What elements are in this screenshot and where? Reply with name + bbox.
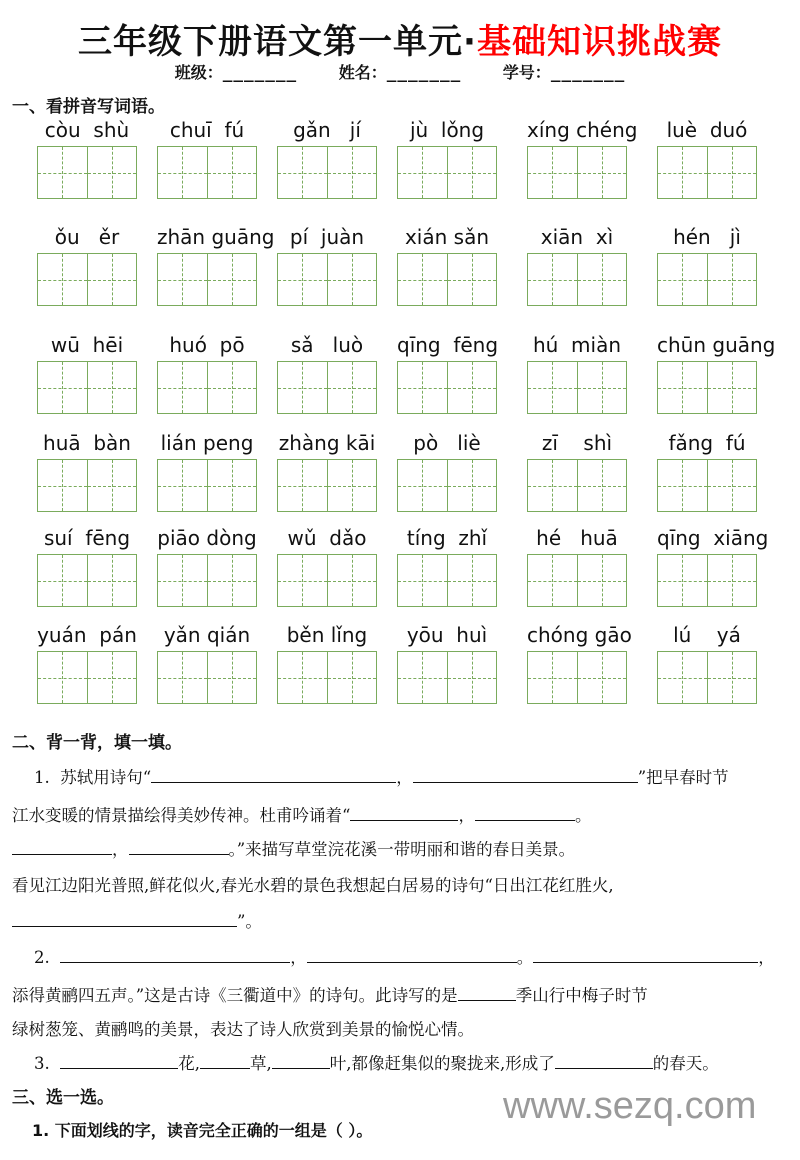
tianzige-writing-box[interactable] bbox=[657, 554, 757, 607]
tianzige-writing-box[interactable] bbox=[157, 459, 257, 512]
q1-line2: 江水变暖的情景描绘得美妙传神。杜甫吟诵着“ ， 。 bbox=[12, 806, 592, 825]
answer-blank[interactable] bbox=[533, 946, 758, 963]
character-square[interactable] bbox=[207, 460, 257, 511]
character-square[interactable] bbox=[158, 555, 207, 606]
character-square[interactable] bbox=[38, 147, 87, 198]
tianzige-writing-box[interactable] bbox=[277, 253, 377, 306]
pinyin-label: lú yá bbox=[673, 623, 741, 647]
pinyin-label: běn lǐng bbox=[286, 623, 368, 647]
character-square[interactable] bbox=[158, 652, 207, 703]
pinyin-label: xiān xì bbox=[540, 225, 614, 249]
watermark: www.sezq.com bbox=[503, 1085, 757, 1127]
pinyin-label: zhān guāng bbox=[157, 225, 275, 249]
character-square[interactable] bbox=[38, 460, 87, 511]
tianzige-writing-box[interactable] bbox=[277, 146, 377, 199]
answer-blank[interactable] bbox=[200, 1052, 250, 1069]
character-square[interactable] bbox=[398, 147, 447, 198]
character-square[interactable] bbox=[327, 460, 377, 511]
character-square[interactable] bbox=[447, 460, 497, 511]
tianzige-writing-box[interactable] bbox=[527, 459, 627, 512]
tianzige-writing-box[interactable] bbox=[527, 253, 627, 306]
pinyin-label: gǎn jí bbox=[293, 118, 361, 142]
pinyin-label: piāo dòng bbox=[157, 526, 257, 550]
pinyin-label: huó pō bbox=[169, 333, 245, 357]
pinyin-label: ǒu ěr bbox=[54, 225, 120, 249]
character-square[interactable] bbox=[38, 362, 87, 413]
character-square[interactable] bbox=[398, 652, 447, 703]
answer-blank[interactable] bbox=[151, 766, 396, 783]
character-square[interactable] bbox=[278, 147, 327, 198]
character-square[interactable] bbox=[278, 254, 327, 305]
pinyin-label: jù lǒng bbox=[409, 118, 485, 142]
tianzige-writing-box[interactable] bbox=[37, 253, 137, 306]
character-square[interactable] bbox=[327, 652, 377, 703]
character-square[interactable] bbox=[327, 254, 377, 305]
character-square[interactable] bbox=[38, 555, 87, 606]
character-square[interactable] bbox=[278, 652, 327, 703]
tianzige-writing-box[interactable] bbox=[527, 651, 627, 704]
pinyin-label: hé huā bbox=[536, 526, 618, 550]
character-square[interactable] bbox=[528, 254, 577, 305]
pinyin-label: zhàng kāi bbox=[278, 431, 376, 455]
q1-line5: ”。 bbox=[12, 908, 797, 932]
character-square[interactable] bbox=[398, 460, 447, 511]
character-square[interactable] bbox=[658, 362, 707, 413]
pinyin-label: chuī fú bbox=[169, 118, 245, 142]
pinyin-label: yōu huì bbox=[406, 623, 488, 647]
q2-line1: 2. ， 。 ， bbox=[34, 948, 775, 967]
answer-blank[interactable] bbox=[272, 1052, 330, 1069]
character-square[interactable] bbox=[658, 147, 707, 198]
tianzige-writing-box[interactable] bbox=[157, 554, 257, 607]
answer-blank[interactable] bbox=[555, 1052, 653, 1069]
pinyin-label: yuán pán bbox=[37, 623, 137, 647]
tianzige-writing-box[interactable] bbox=[277, 459, 377, 512]
worksheet-title bbox=[0, 14, 800, 63]
character-square[interactable] bbox=[278, 460, 327, 511]
character-square[interactable] bbox=[658, 254, 707, 305]
pinyin-label: chūn guāng bbox=[657, 333, 776, 357]
character-square[interactable] bbox=[658, 460, 707, 511]
character-square[interactable] bbox=[707, 362, 757, 413]
pinyin-label: yǎn qián bbox=[163, 623, 251, 647]
character-square[interactable] bbox=[207, 555, 257, 606]
tianzige-writing-box[interactable] bbox=[397, 554, 497, 607]
tianzige-writing-box[interactable] bbox=[277, 554, 377, 607]
tianzige-writing-box[interactable] bbox=[157, 651, 257, 704]
title-main: 三年级下册语文第一单元· bbox=[78, 22, 477, 62]
answer-blank[interactable] bbox=[413, 766, 638, 783]
character-square[interactable] bbox=[447, 147, 497, 198]
tianzige-writing-box[interactable] bbox=[277, 361, 377, 414]
character-square[interactable] bbox=[707, 460, 757, 511]
section1-heading: 一、看拼音写词语。 bbox=[12, 97, 165, 117]
character-square[interactable] bbox=[707, 652, 757, 703]
answer-blank[interactable] bbox=[458, 984, 516, 1001]
character-square[interactable] bbox=[447, 555, 497, 606]
class-field[interactable]: 班级：_______ bbox=[174, 63, 298, 82]
tianzige-writing-box[interactable] bbox=[397, 651, 497, 704]
answer-blank[interactable] bbox=[129, 838, 229, 855]
pinyin-label: wǔ dǎo bbox=[287, 526, 367, 550]
tianzige-writing-box[interactable] bbox=[527, 361, 627, 414]
tianzige-writing-box[interactable] bbox=[657, 459, 757, 512]
q1-line3: ， 。”来描写草堂浣花溪一带明丽和谐的春日美景。 bbox=[12, 836, 797, 860]
character-square[interactable] bbox=[707, 254, 757, 305]
pinyin-label: pí juàn bbox=[289, 225, 365, 249]
tianzige-writing-box[interactable] bbox=[657, 253, 757, 306]
character-square[interactable] bbox=[207, 362, 257, 413]
character-square[interactable] bbox=[207, 254, 257, 305]
pinyin-label: zī shì bbox=[541, 431, 613, 455]
tianzige-writing-box[interactable] bbox=[397, 253, 497, 306]
character-square[interactable] bbox=[87, 147, 137, 198]
character-square[interactable] bbox=[38, 652, 87, 703]
tianzige-writing-box[interactable] bbox=[37, 361, 137, 414]
tianzige-writing-box[interactable] bbox=[657, 651, 757, 704]
pinyin-label: xíng chéng bbox=[527, 118, 638, 142]
tianzige-writing-box[interactable] bbox=[37, 459, 137, 512]
character-square[interactable] bbox=[278, 555, 327, 606]
character-square[interactable] bbox=[327, 362, 377, 413]
character-square[interactable] bbox=[707, 555, 757, 606]
character-square[interactable] bbox=[158, 460, 207, 511]
character-square[interactable] bbox=[278, 362, 327, 413]
character-square[interactable] bbox=[577, 147, 627, 198]
character-square[interactable] bbox=[398, 254, 447, 305]
q3-line1: 3. 花, 草, 叶,都像赶集似的聚拢来,形成了 的春天。 bbox=[34, 1054, 719, 1073]
pinyin-label: qīng xiāng bbox=[657, 526, 769, 550]
character-square[interactable] bbox=[158, 254, 207, 305]
pinyin-label: chóng gāo bbox=[527, 623, 632, 647]
tianzige-writing-box[interactable] bbox=[527, 146, 627, 199]
character-square[interactable] bbox=[38, 254, 87, 305]
answer-blank[interactable] bbox=[12, 910, 237, 927]
pinyin-label: wū hēi bbox=[50, 333, 124, 357]
character-square[interactable] bbox=[87, 652, 137, 703]
answer-blank[interactable] bbox=[60, 946, 290, 963]
character-square[interactable] bbox=[207, 147, 257, 198]
answer-blank[interactable] bbox=[307, 946, 517, 963]
character-square[interactable] bbox=[528, 147, 577, 198]
character-square[interactable] bbox=[158, 147, 207, 198]
character-square[interactable] bbox=[447, 652, 497, 703]
pinyin-label: suí fēng bbox=[43, 526, 131, 550]
pinyin-label: qīng fēng bbox=[397, 333, 499, 357]
tianzige-writing-box[interactable] bbox=[157, 146, 257, 199]
student-number-field[interactable]: 学号：_______ bbox=[502, 63, 626, 82]
character-square[interactable] bbox=[327, 147, 377, 198]
character-square[interactable] bbox=[658, 652, 707, 703]
pinyin-label: lián peng bbox=[160, 431, 254, 455]
q2-line3: 绿树葱笼、黄鹂鸣的美景，表达了诗人欣赏到美景的愉悦心情。 bbox=[12, 1020, 474, 1039]
character-square[interactable] bbox=[528, 555, 577, 606]
tianzige-writing-box[interactable] bbox=[527, 554, 627, 607]
tianzige-writing-box[interactable] bbox=[37, 651, 137, 704]
tianzige-writing-box[interactable] bbox=[157, 361, 257, 414]
character-square[interactable] bbox=[207, 652, 257, 703]
answer-blank[interactable] bbox=[350, 804, 458, 821]
tianzige-writing-box[interactable] bbox=[157, 253, 257, 306]
character-square[interactable] bbox=[87, 460, 137, 511]
character-square[interactable] bbox=[658, 555, 707, 606]
tianzige-writing-box[interactable] bbox=[657, 361, 757, 414]
section3-heading: 三、选一选。 bbox=[12, 1088, 114, 1108]
pinyin-label: pò liè bbox=[413, 431, 481, 455]
pinyin-label: còu shù bbox=[44, 118, 130, 142]
character-square[interactable] bbox=[158, 362, 207, 413]
character-square[interactable] bbox=[87, 254, 137, 305]
pinyin-label: huā bàn bbox=[43, 431, 131, 455]
character-square[interactable] bbox=[528, 362, 577, 413]
character-square[interactable] bbox=[447, 254, 497, 305]
q2-line2: 添得黄鹂四五声。”这是古诗《三衢道中》的诗句。此诗写的是 季山行中梅子时节 bbox=[12, 986, 648, 1005]
tianzige-writing-box[interactable] bbox=[397, 146, 497, 199]
answer-blank[interactable] bbox=[12, 838, 112, 855]
character-square[interactable] bbox=[577, 362, 627, 413]
character-square[interactable] bbox=[87, 555, 137, 606]
pinyin-label: hú miàn bbox=[532, 333, 622, 357]
q1-line4: 看见江边阳光普照,鲜花似火,春光水碧的景色我想起白居易的诗句“日出江花红胜火, bbox=[12, 876, 614, 895]
pinyin-label: hén jì bbox=[673, 225, 741, 249]
character-square[interactable] bbox=[577, 254, 627, 305]
character-square[interactable] bbox=[398, 362, 447, 413]
tianzige-writing-box[interactable] bbox=[397, 361, 497, 414]
tianzige-writing-box[interactable] bbox=[397, 459, 497, 512]
pinyin-label: sǎ luò bbox=[290, 333, 364, 357]
character-square[interactable] bbox=[577, 555, 627, 606]
character-square[interactable] bbox=[398, 555, 447, 606]
tianzige-writing-box[interactable] bbox=[37, 554, 137, 607]
character-square[interactable] bbox=[528, 460, 577, 511]
character-square[interactable] bbox=[577, 460, 627, 511]
student-info bbox=[0, 60, 800, 83]
answer-blank[interactable] bbox=[475, 804, 575, 821]
answer-blank[interactable] bbox=[60, 1052, 178, 1069]
section2-heading: 二、背一背，填一填。 bbox=[12, 733, 182, 753]
pinyin-label: tíng zhǐ bbox=[406, 526, 488, 550]
pinyin-label: fǎng fú bbox=[668, 431, 746, 455]
pinyin-label: xián sǎn bbox=[404, 225, 490, 249]
tianzige-writing-box[interactable] bbox=[37, 146, 137, 199]
pinyin-label: luè duó bbox=[666, 118, 748, 142]
character-square[interactable] bbox=[87, 362, 137, 413]
tianzige-writing-box[interactable] bbox=[277, 651, 377, 704]
character-square[interactable] bbox=[528, 652, 577, 703]
character-square[interactable] bbox=[577, 652, 627, 703]
name-field[interactable]: 姓名：_______ bbox=[338, 63, 462, 82]
tianzige-writing-box[interactable] bbox=[657, 146, 757, 199]
character-square[interactable] bbox=[447, 362, 497, 413]
title-highlight: 基础知识挑战赛 bbox=[476, 22, 722, 62]
q1-line1: 1. 苏轼用诗句“ ， ”把早春时节 bbox=[34, 768, 729, 787]
character-square[interactable] bbox=[707, 147, 757, 198]
section3-question1: 1. 下面划线的字，读音完全正确的一组是（ ）。 bbox=[32, 1121, 373, 1140]
character-square[interactable] bbox=[327, 555, 377, 606]
